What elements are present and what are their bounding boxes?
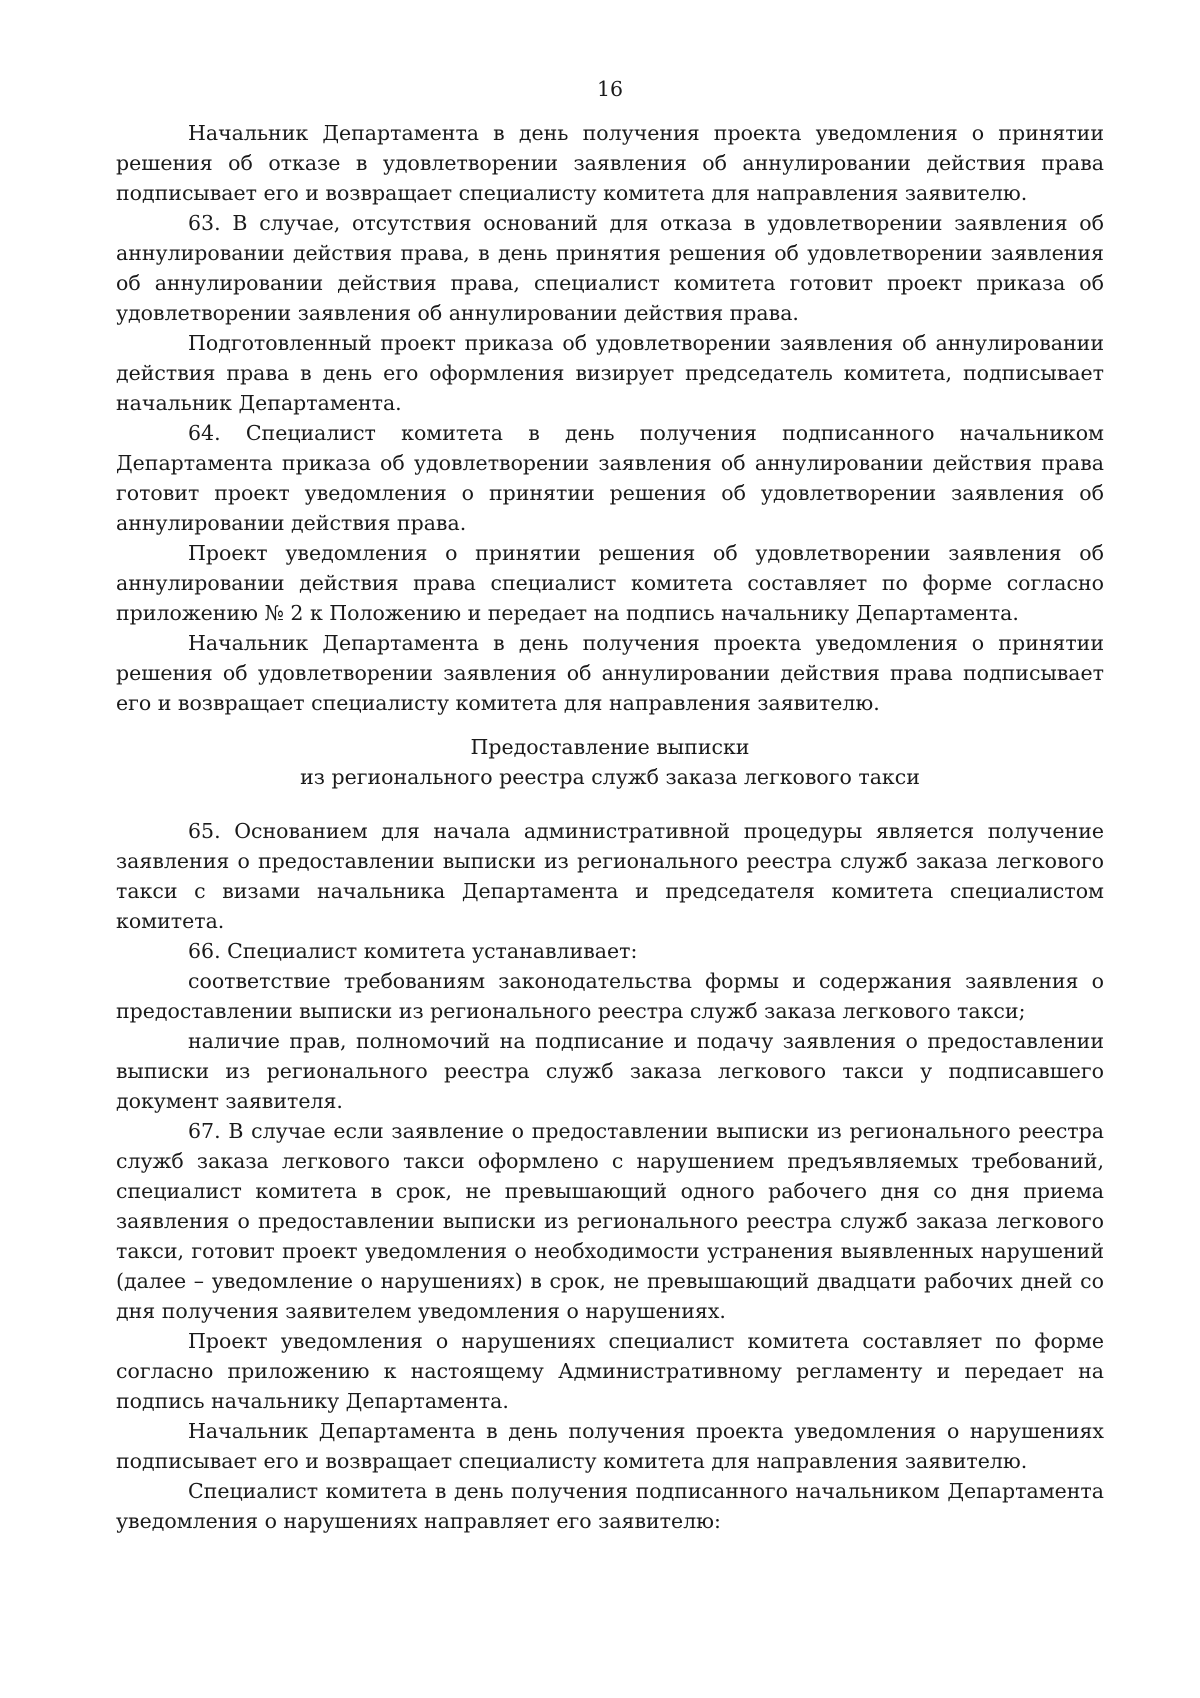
paragraph: Начальник Департамента в день получения проекта уведомления о принятии решения об отказе в удовлетворении заявления об аннулировании действия права подписывает его и возвращает специалисту комитета для направления заявителю. [116,121,1104,205]
paragraph: Проект уведомления о принятии решения об удовлетворении заявления об аннулировании действия права специалист комитета составляет по форме согласно приложению № 2 к Положению и передает на подпись начальнику Департамента. [116,541,1104,625]
paragraph: Подготовленный проект приказа об удовлетворении заявления об аннулировании действия права в день его оформления визирует председатель комитета, подписывает начальник Департамента. [116,331,1104,415]
paragraph: наличие прав, полномочий на подписание и подачу заявления о предоставлении выписки из регионального реестра служб заказа легкового такси у подписавшего документ заявителя. [116,1029,1104,1113]
text-block-procedure-annulment [116,118,1104,718]
section-heading [116,732,1104,792]
section-heading-line-2: из регионального реестра служб заказа легкового такси [300,765,920,789]
paragraph: Специалист комитета в день получения подписанного начальником Департамента уведомления о нарушениях направляет его заявителю: [116,1479,1104,1533]
paragraph-63: 63. В случае, отсутствия оснований для отказа в удовлетворении заявления об аннулировании действия права, в день принятия решения об удовлетворении заявления об аннулировании действия права, специалист комитета готовит проект приказа об удовлетворении заявления об аннулировании действия права. [116,211,1104,325]
section-heading-line-1: Предоставление выписки [470,735,750,759]
paragraph-65: 65. Основанием для начала административной процедуры является получение заявления о предоставлении выписки из регионального реестра служб заказа легкового такси с визами начальника Департамента и председателя комитета специалистом комитета. [116,819,1104,933]
paragraph-66: 66. Специалист комитета устанавливает: [188,939,638,963]
paragraph-64: 64. Специалист комитета в день получения подписанного начальником Департамента приказа об удовлетворении заявления об аннулировании действия права готовит проект уведомления о принятии решения об удовлетворении заявления об аннулировании действия права. [116,421,1104,535]
paragraph: Начальник Департамента в день получения проекта уведомления о принятии решения об удовлетворении заявления об аннулировании действия права подписывает его и возвращает специалисту комитета для направления заявителю. [116,631,1104,715]
paragraph: соответствие требованиям законодательства формы и содержания заявления о предоставлении выписки из регионального реестра служб заказа легкового такси; [116,969,1104,1023]
paragraph: Начальник Департамента в день получения проекта уведомления о нарушениях подписывает его и возвращает специалисту комитета для направления заявителю. [116,1419,1104,1473]
paragraph-67: 67. В случае если заявление о предоставлении выписки из регионального реестра служб заказа легкового такси оформлено с нарушением предъявляемых требований, специалист комитета в срок, не превышающий одного рабочего дня со дня приема заявления о предоставлении выписки из регионального реестра служб заказа легкового такси, готовит проект уведомления о необходимости устранения выявленных нарушений (далее – уведомление о нарушениях) в срок, не превышающий двадцати рабочих дней со дня получения заявителем уведомления о нарушениях. [116,1119,1104,1323]
page-number: 16 [596,77,624,101]
text-block-extract-procedure [116,816,1104,1536]
paragraph: Проект уведомления о нарушениях специалист комитета составляет по форме согласно приложению к настоящему Административному регламенту и передает на подпись начальнику Департамента. [116,1329,1104,1413]
